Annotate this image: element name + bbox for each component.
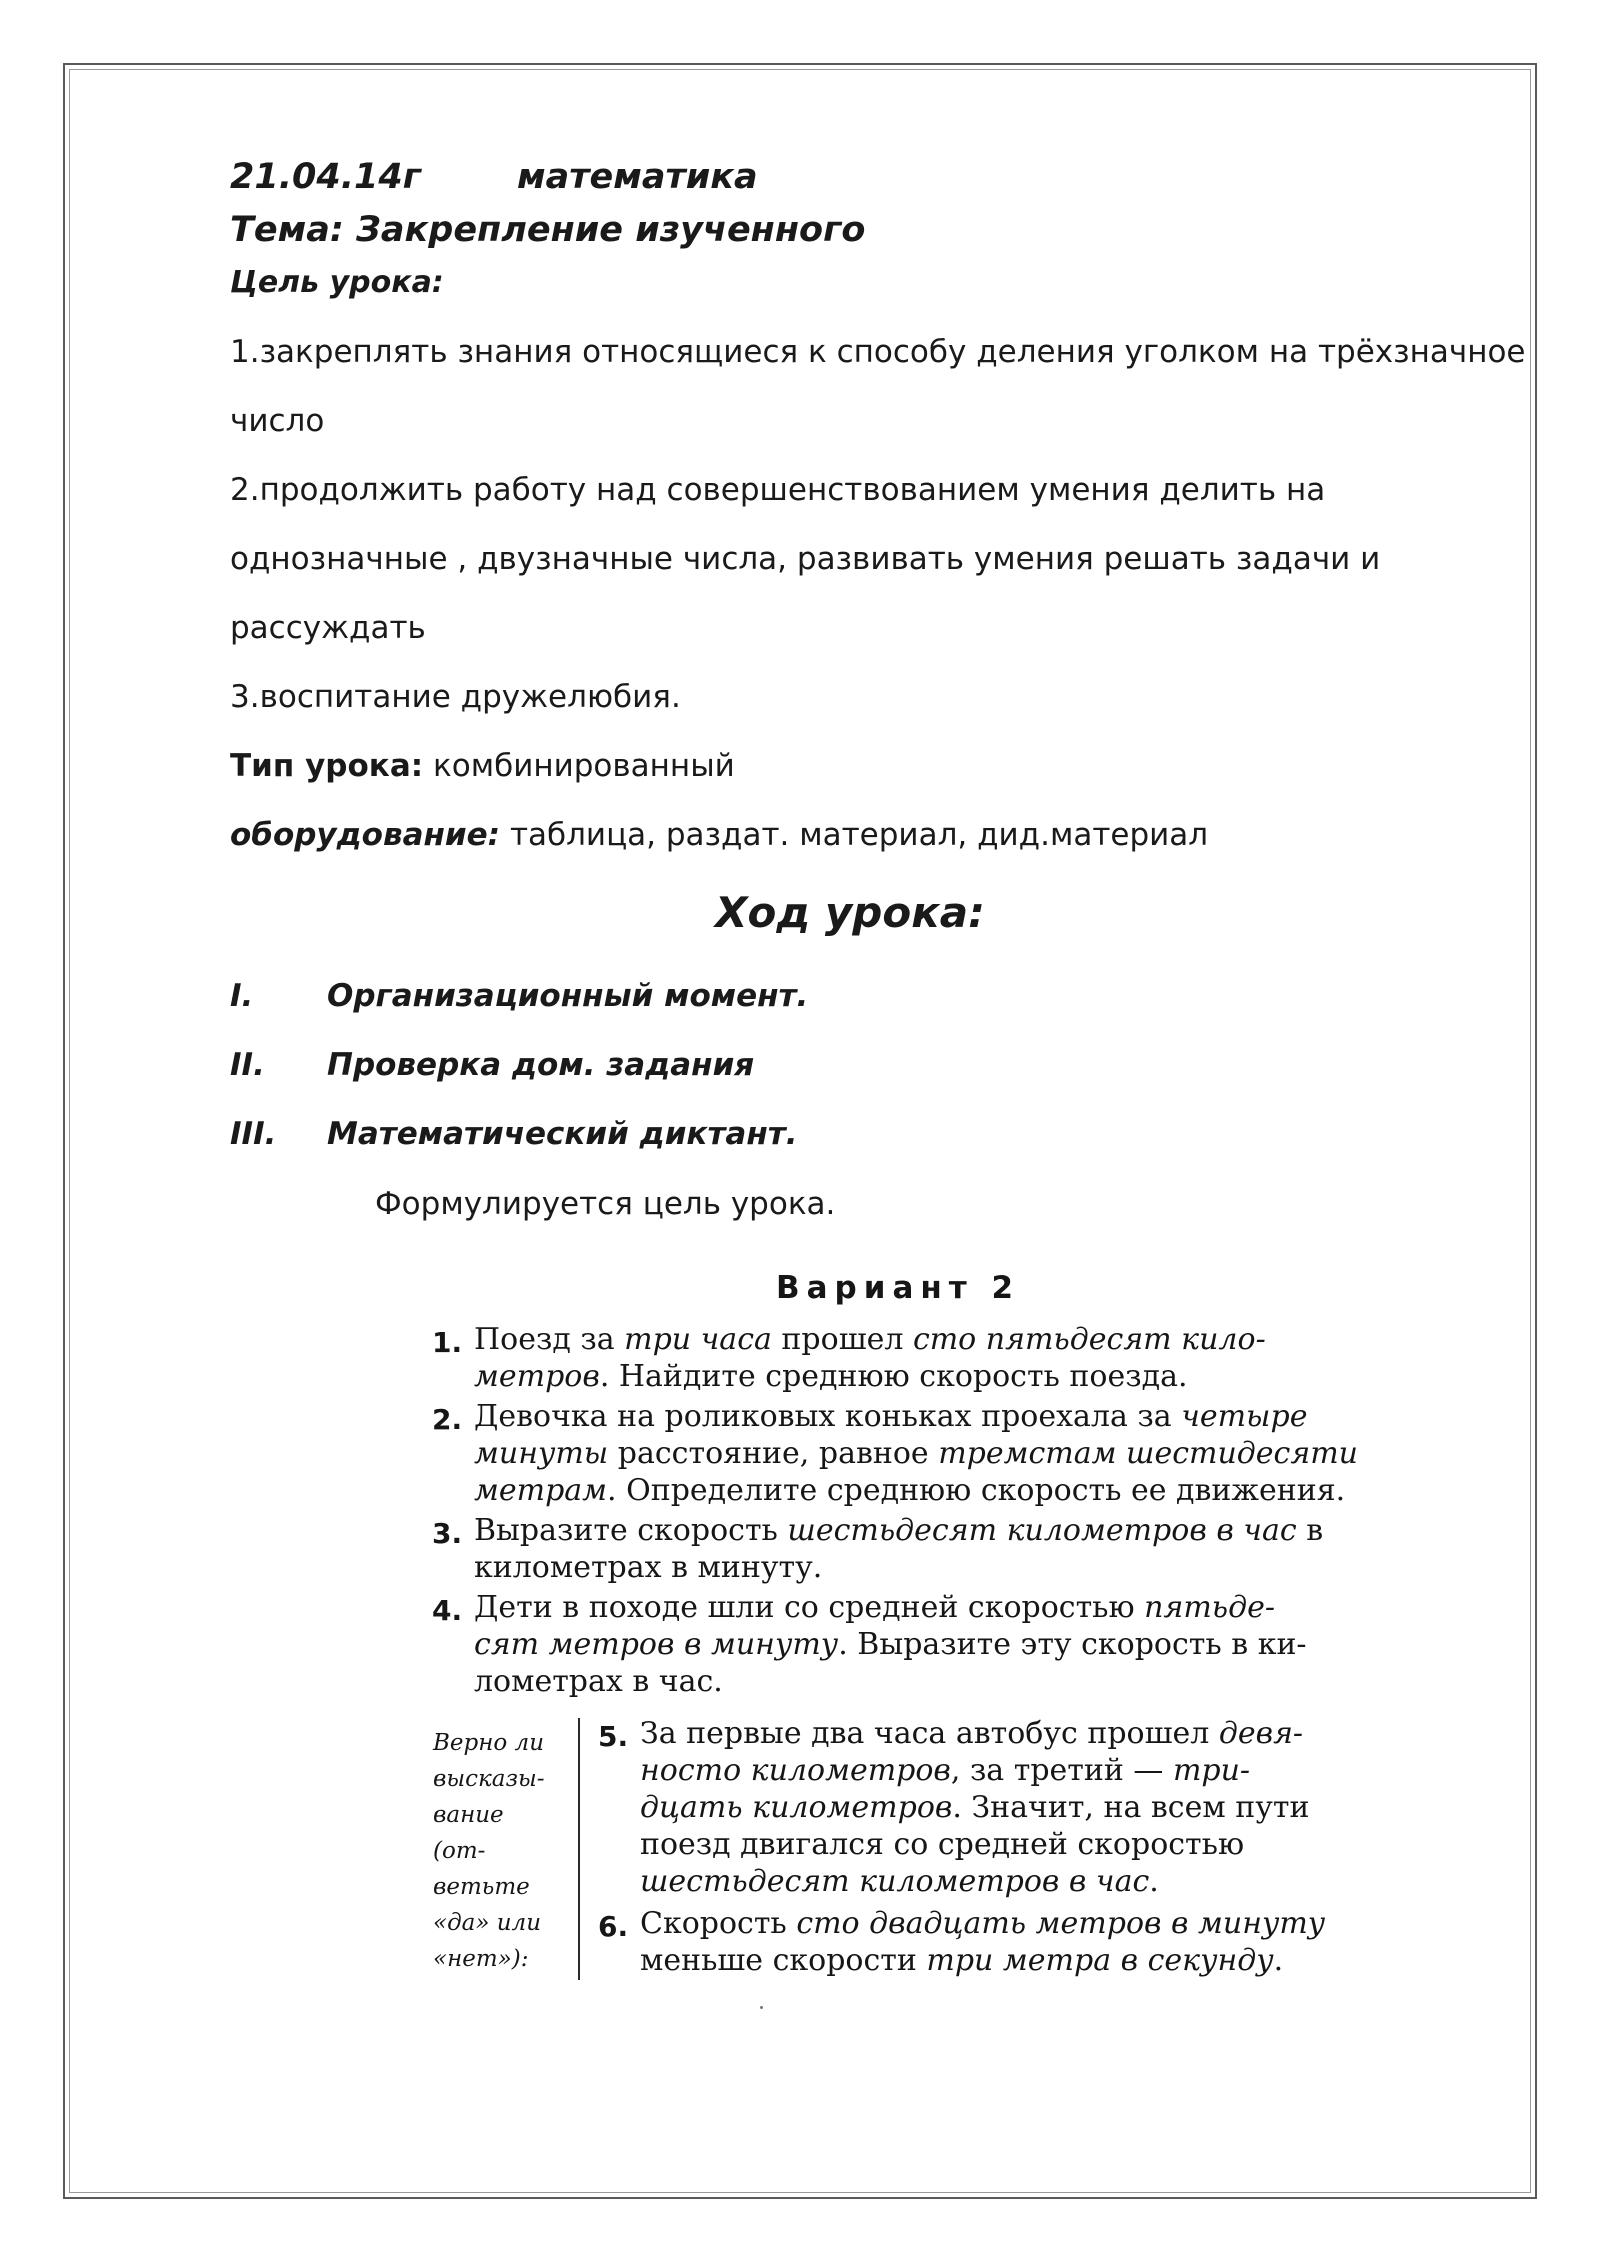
exercise-line: Девочка на роликовых коньках проехала за четыре (474, 1399, 1308, 1434)
exercise-line: Дети в походе шли со средней скоростью пятьде- (474, 1590, 1276, 1625)
exercise-number: 4. (432, 1594, 463, 1627)
section-numeral: II. (230, 1047, 265, 1083)
exercise-line: минуты расстояние, равное тремстам шестидесяти (474, 1436, 1358, 1471)
lesson-subject: математика (517, 157, 758, 197)
exercise-line: метрам. Определите среднюю скорость ее движения. (474, 1473, 1346, 1508)
exercise-line: километрах в минуту. (474, 1550, 823, 1585)
exercise-line: Поезд за три часа прошел сто пятьдесят кило- (474, 1322, 1266, 1357)
exercise-line: сят метров в минуту. Выразите эту скорость в ки- (474, 1627, 1307, 1662)
exercise-number: 3. (432, 1517, 463, 1550)
exercise-line: шестьдесят километров в час. (640, 1864, 1159, 1899)
side-note-line: вание (433, 1802, 504, 1828)
side-note-line: «нет»): (433, 1946, 529, 1972)
goal-line: 2.продолжить работу над совершенствованием умения делить на (230, 472, 1326, 508)
section-numeral: III. (230, 1116, 277, 1152)
variant-title: Вариант 2 (776, 1270, 1021, 1306)
exercise-number: 2. (432, 1403, 463, 1436)
exercise-line: поезд двигался со средней скоростью (640, 1827, 1245, 1862)
goal-line: рассуждать (230, 610, 426, 646)
lesson-type-value: комбинированный (433, 748, 735, 784)
exercise-line: носто километров, за третий — три- (640, 1753, 1251, 1788)
exercise-line: Скорость сто двадцать метров в минуту (640, 1906, 1326, 1941)
goal-line: 3.воспитание дружелюбия. (230, 679, 681, 715)
section-title: Проверка дом. задания (327, 1047, 755, 1083)
side-note-line: «да» или (433, 1910, 542, 1936)
side-note-line: ветьте (433, 1874, 530, 1900)
exercise-number: 6. (598, 1910, 629, 1943)
goal-statement: Формулируется цель урока. (375, 1186, 836, 1222)
course-title: Ход урока: (715, 888, 985, 937)
exercise-line: меньше скорости три метра в секунду. (640, 1943, 1284, 1978)
exercise-line: дцать километров. Значит, на всем пути (640, 1790, 1310, 1825)
section-numeral: I. (230, 978, 254, 1014)
goal-line: число (230, 403, 325, 439)
lesson-type (230, 748, 735, 784)
goal-line: однозначные , двузначные числа, развивать умения решать задачи и (230, 541, 1381, 577)
side-note-line: высказы- (433, 1766, 545, 1792)
scan-dot (760, 2006, 763, 2009)
exercise-line: За первые два часа автобус прошел девя- (640, 1716, 1304, 1751)
exercise-number: 5. (598, 1720, 629, 1753)
goal-label: Цель урока: (230, 265, 444, 300)
side-note-divider (578, 1718, 580, 1980)
exercise-line: Выразите скорость шестьдесят километров в час в (474, 1513, 1324, 1548)
equipment (230, 817, 1208, 853)
exercise-number: 1. (432, 1326, 463, 1359)
exercise-line: лометрах в час. (474, 1664, 723, 1699)
lesson-type-label: Тип урока: (230, 748, 424, 784)
side-note-line: Верно ли (433, 1730, 545, 1756)
lesson-date: 21.04.14г (230, 157, 421, 197)
equipment-value: таблица, раздат. материал, дид.материал (509, 817, 1209, 853)
section-title: Математический диктант. (327, 1116, 798, 1152)
equipment-label: оборудование: (230, 817, 501, 853)
lesson-topic: Тема: Закрепление изученного (230, 210, 866, 250)
side-note-line: (от- (433, 1838, 486, 1864)
goal-line: 1.закреплять знания относящиеся к способу деления уголком на трёхзначное (230, 334, 1526, 370)
exercise-line: метров. Найдите среднюю скорость поезда. (474, 1359, 1188, 1394)
section-title: Организационный момент. (327, 978, 809, 1014)
